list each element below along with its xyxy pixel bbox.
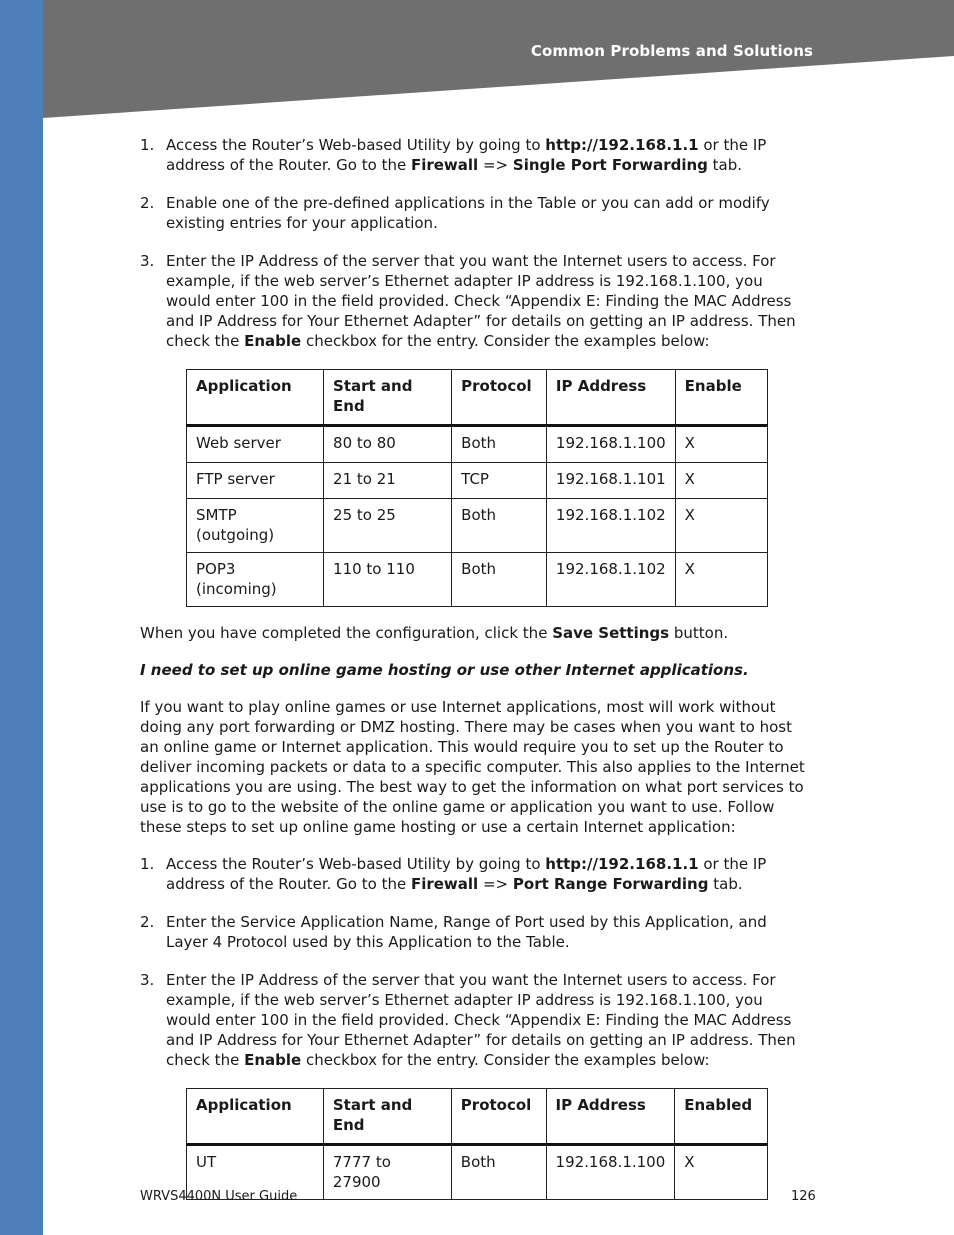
column-header: Start and End xyxy=(324,370,452,426)
column-header: Application xyxy=(187,1089,324,1145)
table-cell: X xyxy=(675,1145,768,1200)
table-row xyxy=(187,463,768,499)
bold-text: Firewall xyxy=(410,156,479,174)
text-run: Enter the IP Address of the server that you want the Internet users to access. For example, if the web server’s Ethernet adapter IP address is 192.168.1.100, you would enter 100 in the field provided. Check “Appendix E: Finding the MAC Address and IP Address for Your Ethernet Adapter” for details on getting an IP address. Then check the xyxy=(166,252,796,350)
list-item-text xyxy=(166,194,770,232)
text-run: or the IP address of the Router. Go to the xyxy=(166,855,767,893)
text-run: tab. xyxy=(708,875,743,893)
bold-text: http://192.168.1.1 xyxy=(545,136,699,154)
table-cell: Both xyxy=(452,553,547,607)
side-color-bar xyxy=(0,0,43,1235)
list-item xyxy=(140,193,812,233)
list-item xyxy=(140,251,812,351)
table-cell: 192.168.1.102 xyxy=(546,553,675,607)
table-cell: X xyxy=(675,553,767,607)
text-run: Access the Router’s Web-based Utility by going to xyxy=(166,136,546,154)
table-cell: 21 to 21 xyxy=(324,463,452,499)
table-cell: POP3 (incoming) xyxy=(187,553,324,607)
table-cell: 25 to 25 xyxy=(324,499,452,553)
bold-text: Single Port Forwarding xyxy=(512,156,708,174)
save-instruction xyxy=(140,623,812,643)
intro-paragraph: If you want to play online games or use Internet applications, most will work without doing any port forwarding or DMZ hosting. There may be cases when you want to host an online game or Internet application. This would require you to set up the Router to deliver incoming packets or data to a specific computer. This also applies to the Internet applications you are using. The best way to get the information on what port services to use is to go to the website of the online game or application you want to use. Follow these steps to set up online game hosting or use a certain Internet application: xyxy=(140,698,805,836)
footer-guide-name: WRVS4400N User Guide xyxy=(140,1189,298,1204)
table-cell: TCP xyxy=(452,463,547,499)
list-item-text xyxy=(166,136,766,174)
page-number: 126 xyxy=(791,1189,816,1204)
section-title: Common Problems and Solutions xyxy=(530,42,813,60)
table-cell: 192.168.1.100 xyxy=(546,426,675,463)
table-header-row xyxy=(187,1089,768,1145)
bold-text: Enable xyxy=(244,332,302,350)
steps-list-2 xyxy=(140,854,812,1070)
column-header: Protocol xyxy=(452,370,547,426)
table-cell: Both xyxy=(451,1145,546,1200)
list-number: 1. xyxy=(140,855,155,873)
text-run: or the IP address of the Router. Go to the xyxy=(166,136,767,174)
column-header: Start and End xyxy=(323,1089,451,1145)
list-item xyxy=(140,135,812,175)
table-cell: 192.168.1.101 xyxy=(546,463,675,499)
text-run: When you have completed the configuration, click the xyxy=(140,624,553,642)
text-run: Access the Router’s Web-based Utility by going to xyxy=(166,855,546,873)
table-row xyxy=(187,426,768,463)
text-run: tab. xyxy=(707,156,743,174)
list-item-text xyxy=(166,855,766,893)
bold-text: Enable xyxy=(244,1051,302,1069)
text-run: checkbox for the entry. Consider the examples below: xyxy=(301,1051,710,1069)
header-band xyxy=(43,0,954,122)
list-item xyxy=(140,854,812,894)
text-run: Enter the IP Address of the server that you want the Internet users to access. For example, if the web server’s Ethernet adapter IP address is 192.168.1.100, you would enter 100 in the field provided. Check “Appendix E: Finding the MAC Address and IP Address for Your Ethernet Adapter” for details on getting an IP address. Then check the xyxy=(166,971,796,1069)
table-cell: 7777 to 27900 xyxy=(323,1145,451,1200)
table-cell: SMTP (outgoing) xyxy=(187,499,324,553)
table-cell: 192.168.1.102 xyxy=(546,499,675,553)
list-item xyxy=(140,970,812,1070)
column-header: IP Address xyxy=(546,1089,675,1145)
bold-text: Save Settings xyxy=(552,624,670,642)
table-cell: UT xyxy=(187,1145,324,1200)
list-item xyxy=(140,912,812,952)
port-range-table xyxy=(186,1088,768,1200)
table-cell: X xyxy=(675,463,767,499)
column-header: Enable xyxy=(675,370,767,426)
table-header-row xyxy=(187,370,768,426)
list-number: 3. xyxy=(140,971,155,989)
table-cell: X xyxy=(675,499,767,553)
table-cell: Both xyxy=(452,499,547,553)
table-cell: Web server xyxy=(187,426,324,463)
question-heading: I need to set up online game hosting or use other Internet applications. xyxy=(140,661,749,679)
list-item-text xyxy=(166,913,767,951)
list-item-text xyxy=(166,252,796,350)
text-run: => xyxy=(478,156,513,174)
single-port-table xyxy=(186,369,768,607)
table-cell: FTP server xyxy=(187,463,324,499)
table-cell: 192.168.1.100 xyxy=(546,1145,675,1200)
column-header: Protocol xyxy=(451,1089,546,1145)
table-row xyxy=(187,553,768,607)
text-run: => xyxy=(478,875,513,893)
column-header: Enabled xyxy=(675,1089,768,1145)
table-cell: 110 to 110 xyxy=(324,553,452,607)
list-number: 3. xyxy=(140,252,155,270)
table-cell: Both xyxy=(452,426,547,463)
text-run: Enable one of the pre-defined applications in the Table or you can add or modify existing entries for your application. xyxy=(166,194,770,232)
column-header: IP Address xyxy=(546,370,675,426)
bold-text: Port Range Forwarding xyxy=(512,875,709,893)
table-cell: X xyxy=(675,426,767,463)
list-number: 1. xyxy=(140,136,155,154)
table-row xyxy=(187,499,768,553)
text-run: Enter the Service Application Name, Range of Port used by this Application, and Layer 4 Protocol used by this Application to the Table. xyxy=(166,913,767,951)
column-header: Application xyxy=(187,370,324,426)
page-content xyxy=(140,135,812,1216)
text-run: checkbox for the entry. Consider the examples below: xyxy=(301,332,710,350)
bold-text: http://192.168.1.1 xyxy=(545,855,699,873)
steps-list-1 xyxy=(140,135,812,351)
list-item-text xyxy=(166,971,796,1069)
list-number: 2. xyxy=(140,194,155,212)
bold-text: Firewall xyxy=(410,875,479,893)
text-run: button. xyxy=(669,624,729,642)
list-number: 2. xyxy=(140,913,155,931)
table-cell: 80 to 80 xyxy=(324,426,452,463)
